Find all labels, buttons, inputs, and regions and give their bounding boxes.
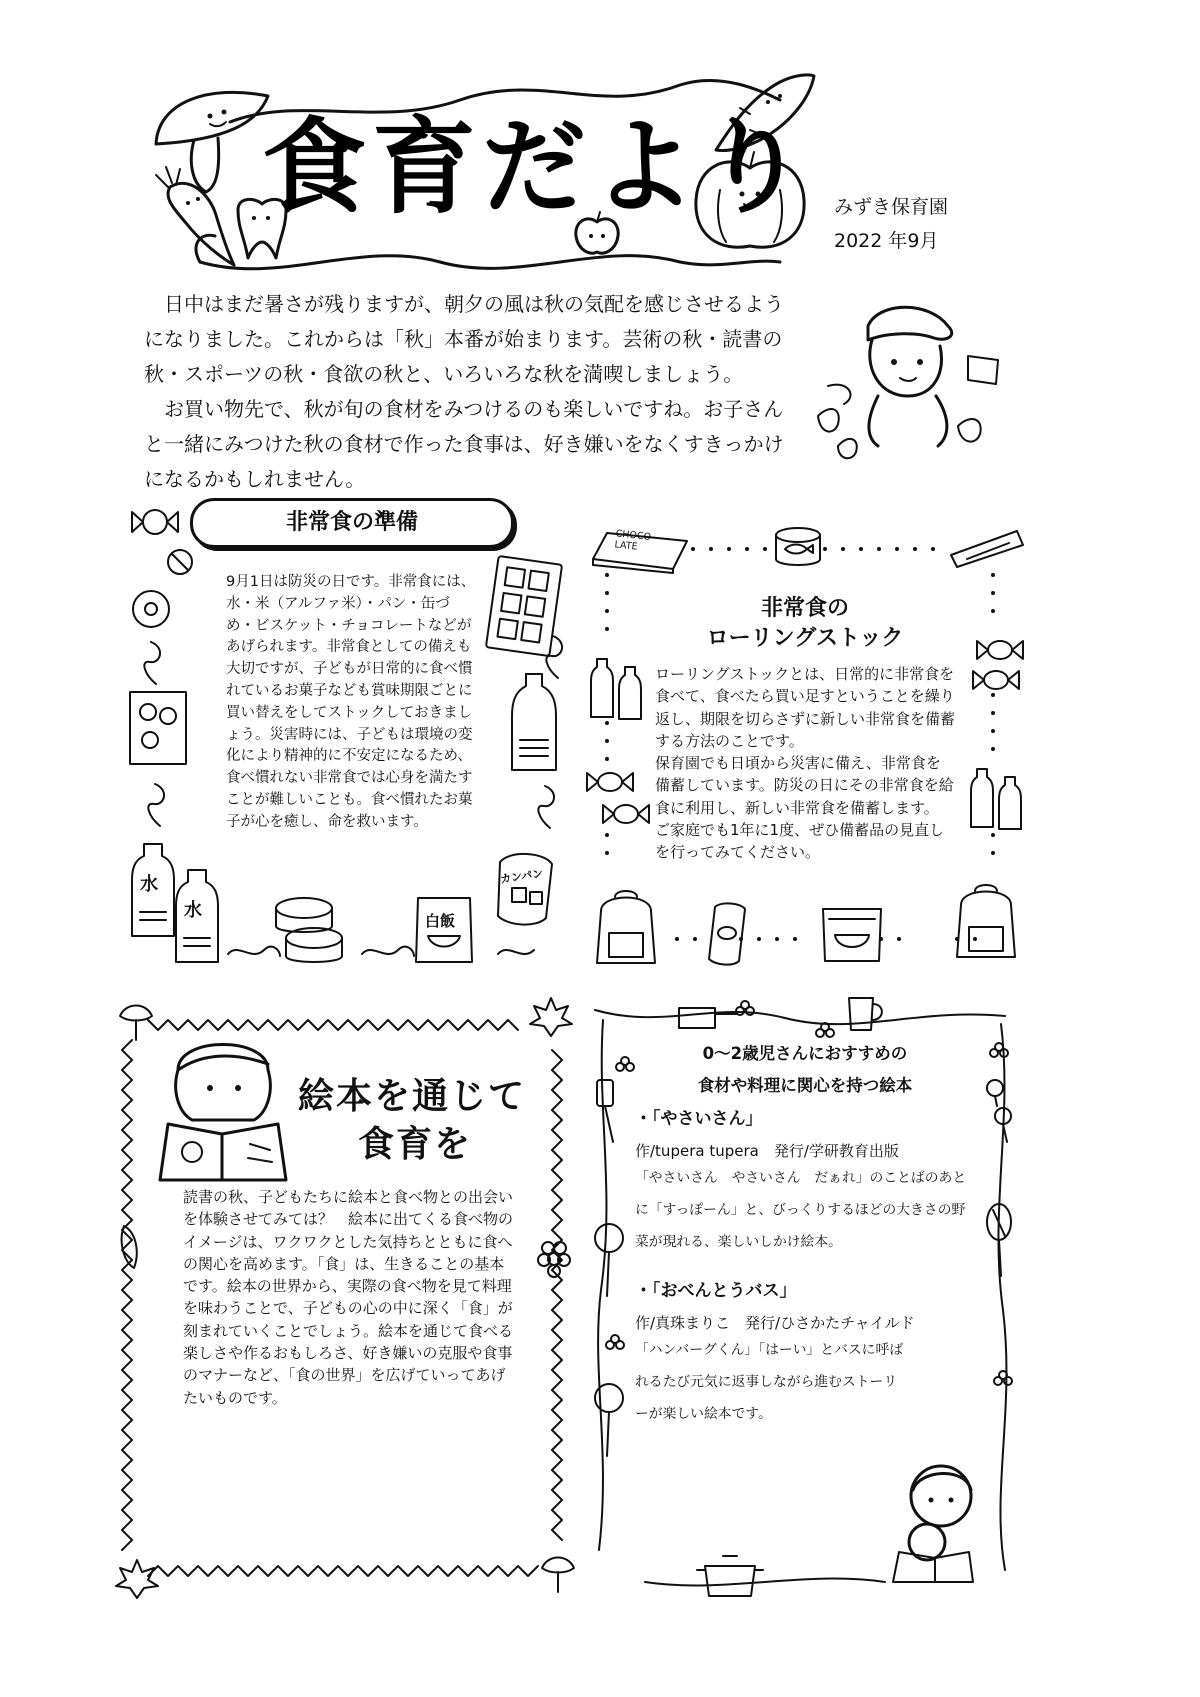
- book-item: [635, 1274, 979, 1430]
- rolling-paragraph-3: ご家庭でも1年に1度、ぜひ備蓄品の見直しを行ってみてください。: [655, 821, 945, 862]
- kanpan-label: カンパン: [499, 867, 544, 886]
- ginkgo-leaf-icon: [116, 998, 156, 1044]
- ginkgo-leaf-icon: [538, 1550, 578, 1596]
- candy-icon: [160, 542, 200, 582]
- book-credit: 作/真珠まりこ 発行/ひさかたチャイルド: [635, 1314, 915, 1332]
- maple-leaf-icon: [528, 994, 574, 1040]
- retort-rice-icon: [817, 901, 887, 967]
- snack-bar-icon: [947, 525, 1027, 569]
- page-title: 食育だより: [262, 106, 813, 228]
- book-description: 「ハンバーグくん」「はーい」とバスに呼ばれるたび元気に返事しながら進むストーリーが楽しい絵本です。: [635, 1342, 904, 1422]
- candy-icon: [601, 799, 651, 829]
- backpack-icon: [949, 881, 1023, 961]
- parent-child-reading-illustration: [885, 1456, 1005, 1586]
- carrot-icon: [150, 165, 240, 275]
- frying-pan-icon: [591, 1220, 631, 1300]
- picturebook-heading-line1: 絵本を通じて: [298, 1076, 527, 1117]
- flower-icon: [993, 1370, 1013, 1390]
- issue-date: 2022 年9月: [834, 230, 939, 252]
- candy-icon: [971, 665, 1021, 695]
- rolling-paragraph-2: 保育園でも日頃から災害に備え、非常食を備蓄しています。防災の日にその非常食を給食に利用し、新しい非常食を備蓄します。: [655, 754, 954, 817]
- swirl-decoration-icon: [494, 938, 544, 968]
- flower-icon: [605, 1334, 625, 1354]
- choco-label: CHOCO LATE: [613, 528, 652, 553]
- emergency-heading: 非常食の準備: [285, 510, 418, 535]
- rolling-paragraph-1: ローリングストックとは、日常的に非常食を食べて、食べたら買い足すということを繰り返し、期限を切らさずに新しい非常食を備蓄する方法のことです。: [655, 665, 956, 750]
- drink-bottle-icon: [504, 670, 564, 780]
- book-recommendations: [585, 990, 1025, 1610]
- sweet-potato-icon: [114, 1222, 144, 1272]
- picturebook-heading-line2: 食育を: [358, 1124, 473, 1165]
- candy-icon: [130, 502, 180, 542]
- emergency-body: 9月1日は防災の日です。非常食には、水・米（アルファ米）・パン・缶づめ・ビスケット・チョコレートなどがあげられます。非常食としての備えも大切ですが、子どもが日常的に食べ慣れているお菓子なども賞味期限ごとに買い替えをしてストックしておきましょう。災害時には、子どもは環境の変化により精神的に不安定になるため、食べ慣れない非常食では心身を満たすことが難しいことも。食べ慣れたお菓子が心を癒し、命を救います。: [226, 574, 476, 830]
- fish-can-icon: [771, 525, 825, 571]
- intro-text: [144, 287, 784, 497]
- pot-icon: [675, 994, 739, 1034]
- flower-icon: [735, 1000, 755, 1020]
- rolling-heading-line2: ローリングストック: [706, 626, 904, 651]
- books-heading-line1: 0～2歳児さんにおすすめの: [702, 1044, 908, 1063]
- plastic-bottles-icon: [589, 641, 649, 721]
- picturebook-body: 読書の秋、子どもたちに絵本と食べ物との出会いを体験させてみては？ 絵本に出てくる食べ物のイメージは、ワクワクとした気持ちとともに食への関心を高めます。「食」は、生きることの基本です。絵本の世界から、実際の食べ物を見て料理を味わうことで、子どもの心の中に深く「食」が刻まれていくことでしょう。絵本を通じて食べる楽しさや作るおもしろさ、好き嫌いの克服や食事のマナーなど、「食の世界」を広げていってあげたいものです。: [183, 1188, 514, 1407]
- rice-label: 白飯: [425, 912, 456, 930]
- saucepan-icon: [695, 1550, 765, 1600]
- rolling-body: [655, 663, 955, 864]
- intro-paragraph-1: 日中はまだ暑さが残りますが、朝夕の風は秋の気配を感じさせるようになりました。これからは「秋」本番が始まります。芸術の秋・読書の秋・スポーツの秋・食欲の秋と、いろいろな秋を満喫しましょう。: [144, 292, 784, 386]
- rolling-heading-line1: 非常食の: [760, 596, 849, 621]
- candy-icon: [975, 635, 1025, 665]
- book-item: [635, 1102, 979, 1258]
- plastic-bottles-icon: [969, 751, 1029, 831]
- emergency-section: [120, 490, 590, 990]
- cookie-icon: [128, 586, 174, 632]
- swirl-decoration-icon: [140, 780, 170, 830]
- whisk-icon: [979, 1200, 1019, 1280]
- child-gardening-illustration: [808, 296, 1008, 466]
- book-title: ・「やさいさん」: [635, 1109, 763, 1129]
- biscuit-box-icon: [126, 688, 190, 768]
- candy-icon: [585, 767, 635, 797]
- child-reading-illustration: [158, 1030, 288, 1180]
- kanpan-can-icon: [490, 848, 560, 928]
- emergency-heading-box: [190, 498, 514, 548]
- swirl-decoration-icon: [136, 638, 166, 688]
- backpack-icon: [589, 887, 663, 967]
- frying-pan-icon: [591, 1380, 631, 1460]
- swirl-decoration-icon: [530, 782, 560, 832]
- swirl-decoration-icon: [224, 938, 284, 968]
- water-label-2: 水: [184, 900, 202, 921]
- water-label-1: 水: [140, 874, 158, 895]
- measuring-cup-icon: [843, 990, 887, 1034]
- school-name: みずき保育園: [834, 196, 949, 218]
- book-title: ・「おべんとうバス」: [635, 1281, 797, 1301]
- book-credit: 作/tupera tupera 発行/学研教育出版: [635, 1142, 899, 1160]
- rolling-stock-section: [585, 515, 1025, 975]
- grapes-icon: [536, 1238, 572, 1282]
- flower-icon: [815, 1022, 835, 1042]
- picturebook-section: [108, 990, 578, 1610]
- canned-bread-icon: [703, 899, 753, 969]
- book-description: 「やさいさん やさいさん だぁれ」のことばのあとに「すっぽーん」と、びっくりするほどの大きさの野菜が現れる、楽しいしかけ絵本。: [635, 1170, 967, 1250]
- intro-paragraph-2: お買い物先で、秋が旬の食材をみつけるのも楽しいですね。お子さんと一緒にみつけた秋の食材で作った食事は、好き嫌いをなくすきっかけになるかもしれません。: [144, 397, 784, 491]
- swirl-decoration-icon: [358, 938, 418, 968]
- maple-leaf-icon: [114, 1556, 160, 1602]
- books-heading-line2: 食材や料理に関心を持つ絵本: [697, 1076, 913, 1095]
- header: [0, 0, 1200, 270]
